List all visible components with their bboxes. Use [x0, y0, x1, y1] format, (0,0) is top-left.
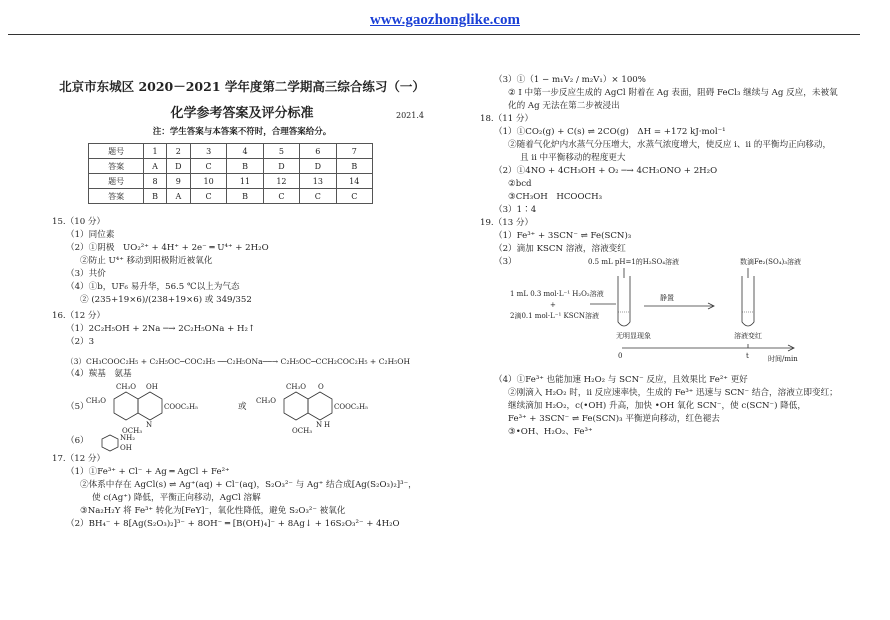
left-column [52, 76, 432, 531]
answer-line: （3）①（1 − m₁V₂ / m₂V₁）× 100% [494, 75, 646, 85]
axis-zero: 0 [618, 352, 623, 360]
exam-date: 2021.4 [396, 111, 424, 120]
label: N [316, 421, 323, 429]
label: OH [146, 383, 158, 391]
table-cell: 答案 [89, 189, 144, 204]
answer-line: （2）3 [66, 337, 95, 347]
answer-line: ③Na₂H₂Y 将 Fe³⁺ 转化为[FeY]⁻，氧化性降低，避免 S₂O₃²⁻ 被氧化 [80, 506, 346, 516]
answer-title [52, 107, 432, 120]
label: H [324, 421, 331, 429]
label: OH [120, 444, 132, 452]
answer-line: （1）2C₂H₅OH + 2Na ─→ 2C₂H₅ONa + H₂↑ [66, 324, 256, 334]
site-url[interactable]: www.gaozhonglike.com [370, 12, 520, 28]
q16-heading: 16.（12 分） [52, 311, 106, 321]
table-cell: 答案 [89, 159, 144, 174]
axis-label: 时间/min [768, 355, 798, 363]
answer-line: ③•OH、H₂O₂、Fe³⁺ [508, 427, 593, 437]
answer-line: （3）共价 [66, 269, 106, 279]
table-cell: B [227, 159, 263, 174]
answer-line: （1）①CO₂(g) + C(s) ⇌ 2CO(g) ΔH = +172 kJ·mol⁻¹ [494, 127, 726, 137]
table-cell: D [263, 159, 299, 174]
answer-line: 化的 Ag 无法在第二步被浸出 [508, 101, 620, 111]
table-cell: 2 [166, 144, 190, 159]
answer-line: 使 c(Ag⁺) 降低，平衡正向移动，AgCl 溶解 [92, 493, 261, 503]
label: OCH₃ [122, 427, 143, 435]
answer-line: ② I 中第一步反应生成的 AgCl 附着在 Ag 表面，阻碍 FeCl₃ 继续与 Ag 反应，未被氧 [508, 88, 838, 98]
answer-line: （2）①4NO + 4CH₃OH + O₂ ─→ 4CH₃ONO + 2H₂O [494, 166, 718, 176]
exam-title: 北京市东城区 2020－2021 学年度第二学期高三综合练习（一） [59, 79, 425, 94]
answer-title-text: 化学参考答案及评分标准 [170, 106, 314, 121]
table-cell: 7 [336, 144, 372, 159]
table-cell: B [144, 189, 166, 204]
right-column [480, 74, 860, 439]
q17-heading: 17.（12 分） [52, 454, 106, 464]
table-row [89, 159, 373, 174]
table-cell: 5 [263, 144, 299, 159]
test-tube-left [618, 276, 630, 326]
answer-table [88, 143, 373, 204]
answer-line: （1）Fe³⁺ + 3SCN⁻ ⇌ Fe(SCN)₃ [494, 231, 632, 241]
table-cell: B [227, 189, 263, 204]
label: CH₃O [286, 383, 307, 391]
table-row [89, 144, 373, 159]
answer-line: 且 ii 中平衡移动的程度更大 [520, 153, 626, 163]
label: O [318, 383, 324, 391]
table-cell: D [300, 159, 336, 174]
answer-line: （1）同位素 [66, 230, 115, 240]
q15-heading: 15.（10 分） [52, 217, 106, 227]
table-row [89, 174, 373, 189]
grading-note: 注：学生答案与本答案不符时，合理答案给分。 [152, 127, 332, 137]
answer-line: （2）①阴极 UO₂²⁺ + 4H⁺ + 2e⁻ ═ U⁴⁺ + 2H₂O [66, 243, 269, 253]
answer-line: （3）1∶4 [494, 205, 537, 215]
table-cell: 11 [227, 174, 263, 189]
table-cell: 14 [336, 174, 372, 189]
answer-line: （4）①b，UF₆ 易升华，56.5 ℃以上为气态 [66, 282, 240, 292]
figure-label: 2滴0.1 mol·L⁻¹ KSCN溶液 [510, 312, 600, 320]
header-divider [8, 34, 860, 35]
table-cell: 4 [227, 144, 263, 159]
table-cell: C [336, 189, 372, 204]
table-cell: 6 [300, 144, 336, 159]
table-cell: 12 [263, 174, 299, 189]
or-label: 或 [238, 402, 247, 412]
answer-line: ②bcd [508, 179, 532, 189]
experiment-figure [494, 256, 860, 374]
table-cell: C [263, 189, 299, 204]
table-cell: C [190, 189, 226, 204]
table-cell: 8 [144, 174, 166, 189]
q16-5-structures [52, 381, 432, 435]
test-tube-right [742, 276, 754, 326]
label: NH₂ [120, 434, 136, 442]
table-cell: C [190, 159, 226, 174]
molecule-structures [66, 381, 426, 435]
answer-line: （5） [66, 402, 89, 412]
molecule-b [284, 392, 332, 420]
experiment-diagram [494, 256, 854, 374]
answer-line: （2）滴加 KSCN 溶液，溶液变红 [494, 244, 626, 254]
table-cell: 1 [144, 144, 166, 159]
figure-label: + [550, 301, 556, 309]
answer-line: Fe³⁺ + 3SCN⁻ ⇌ Fe(SCN)₃ 平衡逆向移动，红色褪去 [508, 414, 720, 424]
figure-caption: 无明显现象 [616, 332, 651, 340]
table-row [89, 189, 373, 204]
answer-line: （4）①Fe³⁺ 也能加速 H₂O₂ 与 SCN⁻ 反应，且效果比 Fe²⁺ 更好 [494, 375, 748, 385]
figure-label: 0.5 mL pH=1的H₂SO₄溶液 [588, 258, 680, 266]
table-cell: A [166, 189, 190, 204]
label: COOC₂H₅ [164, 403, 198, 411]
q16-6-line [52, 435, 432, 453]
answer-line: ② (235+19×6)/(238+19×6) 或 349/352 [80, 295, 252, 305]
table-cell: B [336, 159, 372, 174]
molecule-a [114, 392, 162, 420]
answer-line: （4）羰基 氨基 [66, 369, 132, 379]
answer-line: （2）BH₄⁻ + 8[Ag(S₂O₃)₂]³⁻ + 8OH⁻ ═ [B(OH)₄]⁻ + 8Ag↓ + 16S₂O₃²⁻ + 4H₂O [66, 519, 400, 529]
table-cell: C [300, 189, 336, 204]
answer-line: ②防止 U⁴⁺ 移动到阳极附近被氧化 [80, 256, 213, 266]
table-cell: 题号 [89, 174, 144, 189]
table-cell: 3 [190, 144, 226, 159]
table-cell: 10 [190, 174, 226, 189]
table-cell: 9 [166, 174, 190, 189]
table-cell: 题号 [89, 144, 144, 159]
label: OCH₃ [292, 427, 313, 435]
answer-line: ②刚滴入 H₂O₂ 时，ii 反应速率快，生成的 Fe³⁺ 迅速与 SCN⁻ 结合，溶液立即变红； [508, 388, 838, 398]
q19-heading: 19.（13 分） [480, 218, 534, 228]
answer-line: （3）CH₃COOC₂H₅ + C₂H₅OC─COC₂H₅ ──C₂H₅ONa──→ C₂H₅OC─CCH₂COC₂H₅ + C₂H₅OH [66, 357, 411, 366]
table-cell: 13 [300, 174, 336, 189]
answer-line: 继续滴加 H₂O₂，c(•OH) 升高，加快 •OH 氧化 SCN⁻，使 c(SCN⁻) 降低， [508, 401, 806, 411]
molecule-c [98, 433, 158, 453]
label: CH₃O [86, 397, 107, 405]
figure-label: 数滴Fe₂(SO₄)₃溶液 [740, 258, 802, 266]
figure-caption: 溶液变红 [734, 332, 762, 340]
label: COOC₂H₅ [334, 403, 368, 411]
label: CH₃O [256, 397, 277, 405]
figure-label: 1 mL 0.3 mol·L⁻¹ H₂O₂溶液 [510, 290, 604, 298]
answer-line: （1）①Fe³⁺ + Cl⁻ + Ag ═ AgCl + Fe²⁺ [66, 467, 230, 477]
answer-line: ③CH₃OH HCOOCH₃ [508, 192, 603, 202]
answer-line: ②体系中存在 AgCl(s) ⇌ Ag⁺(aq) + Cl⁻(aq)，S₂O₃²⁻ 与 Ag⁺ 结合成[Ag(S₂O₃)₂]³⁻， [80, 480, 417, 490]
answer-line: （3） [494, 257, 517, 267]
arrow-label: 静置 [660, 294, 674, 302]
label: CH₃O [116, 383, 137, 391]
table-cell: D [166, 159, 190, 174]
axis-t: t [746, 352, 749, 360]
answer-line: ②随着气化炉内水蒸气分压增大，水蒸气浓度增大，使反应 i、ii 的平衡均正向移动， [508, 140, 832, 150]
answer-line: （6） [66, 436, 89, 446]
label: N [146, 421, 153, 429]
table-cell: A [144, 159, 166, 174]
q18-heading: 18.（11 分） [480, 114, 534, 124]
